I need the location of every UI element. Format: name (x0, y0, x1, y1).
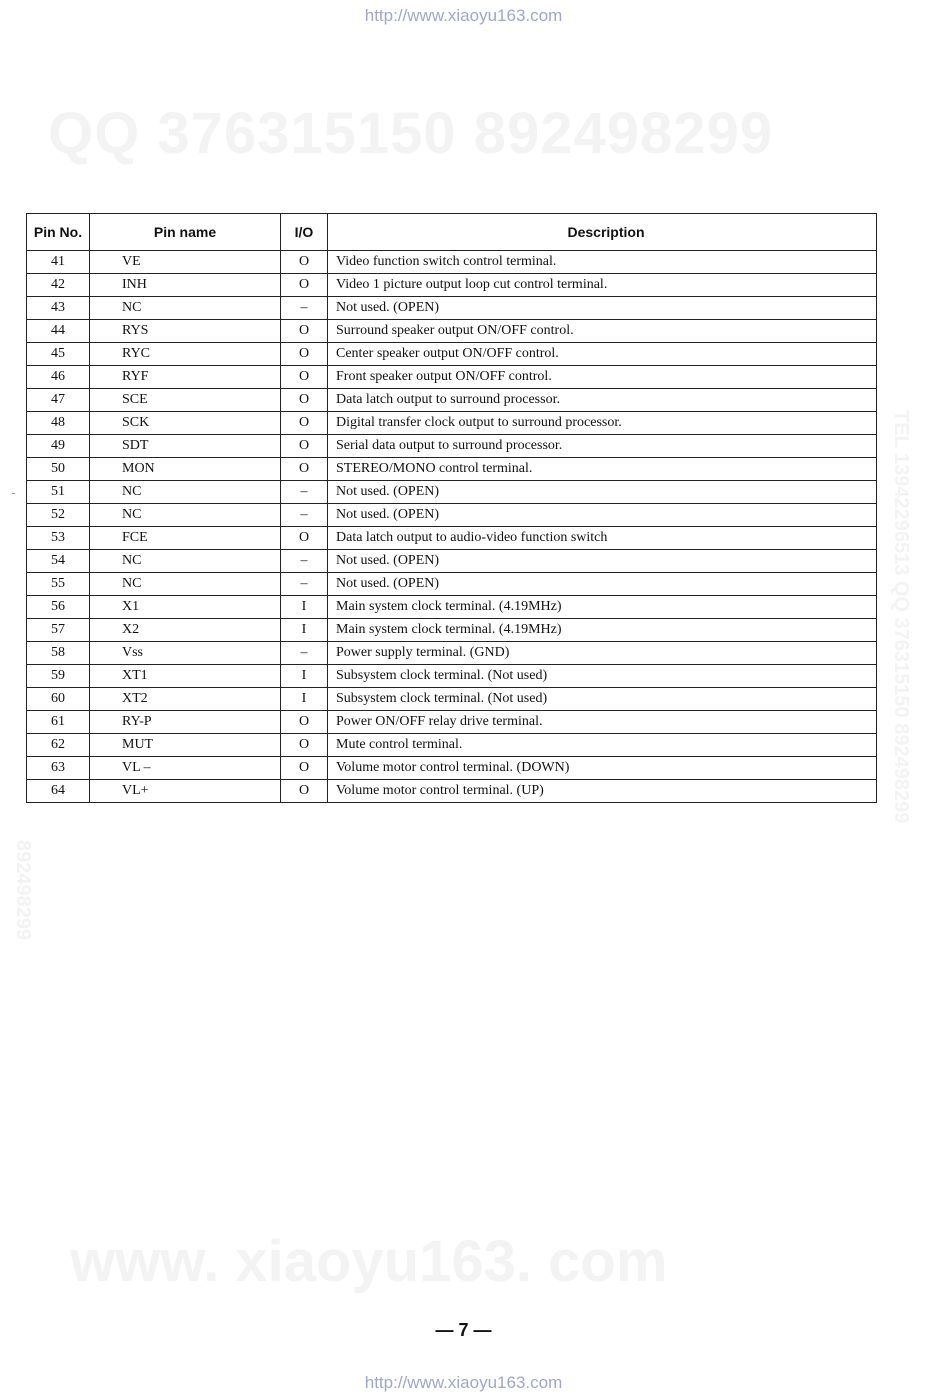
pin-no-cell: 50 (27, 458, 90, 481)
table-row (27, 596, 877, 619)
io-cell: – (281, 504, 328, 527)
table-row (27, 274, 877, 297)
io-cell: I (281, 688, 328, 711)
io-cell: I (281, 596, 328, 619)
description-cell: Power supply terminal. (GND) (328, 642, 877, 665)
table-row (27, 711, 877, 734)
pin-no-cell: 64 (27, 780, 90, 803)
description-cell: Not used. (OPEN) (328, 481, 877, 504)
pin-no-cell: 48 (27, 412, 90, 435)
pin-no-cell: 61 (27, 711, 90, 734)
io-cell: O (281, 412, 328, 435)
pin-name-cell: NC (90, 550, 281, 573)
io-cell: – (281, 642, 328, 665)
io-cell: O (281, 435, 328, 458)
io-cell: – (281, 573, 328, 596)
description-cell: Not used. (OPEN) (328, 573, 877, 596)
table-row (27, 320, 877, 343)
io-cell: – (281, 481, 328, 504)
watermark-qq: QQ 376315150 892498299 (48, 101, 774, 166)
io-cell: O (281, 458, 328, 481)
pin-no-cell: 54 (27, 550, 90, 573)
io-cell: O (281, 251, 328, 274)
header-pin-name: Pin name (90, 214, 281, 251)
table-row (27, 458, 877, 481)
watermark-www: www. xiaoyu163. com (70, 1229, 668, 1294)
pin-name-cell: NC (90, 481, 281, 504)
pin-no-cell: 60 (27, 688, 90, 711)
description-cell: Serial data output to surround processor. (328, 435, 877, 458)
table-row (27, 389, 877, 412)
table-row (27, 527, 877, 550)
table-row (27, 573, 877, 596)
io-cell: O (281, 389, 328, 412)
pin-name-cell: XT2 (90, 688, 281, 711)
pin-name-cell: SCK (90, 412, 281, 435)
io-cell: O (281, 274, 328, 297)
pin-name-cell: MON (90, 458, 281, 481)
pin-no-cell: 52 (27, 504, 90, 527)
io-cell: O (281, 320, 328, 343)
description-cell: Not used. (OPEN) (328, 504, 877, 527)
description-cell: Video function switch control terminal. (328, 251, 877, 274)
io-cell: O (281, 757, 328, 780)
pin-no-cell: 51 (27, 481, 90, 504)
pin-name-cell: NC (90, 297, 281, 320)
pin-no-cell: 44 (27, 320, 90, 343)
header-pin-no: Pin No. (27, 214, 90, 251)
pin-name-cell: INH (90, 274, 281, 297)
table-row (27, 757, 877, 780)
pin-name-cell: SCE (90, 389, 281, 412)
description-cell: Not used. (OPEN) (328, 550, 877, 573)
pin-no-cell: 56 (27, 596, 90, 619)
table-row (27, 366, 877, 389)
description-cell: Video 1 picture output loop cut control terminal. (328, 274, 877, 297)
table-row (27, 343, 877, 366)
description-cell: Front speaker output ON/OFF control. (328, 366, 877, 389)
io-cell: – (281, 297, 328, 320)
description-cell: Data latch output to audio-video function switch (328, 527, 877, 550)
io-cell: I (281, 619, 328, 642)
pin-no-cell: 57 (27, 619, 90, 642)
io-cell: O (281, 711, 328, 734)
watermark-left: 892498299 (12, 840, 34, 941)
table-row (27, 642, 877, 665)
description-cell: Digital transfer clock output to surround processor. (328, 412, 877, 435)
description-cell: Data latch output to surround processor. (328, 389, 877, 412)
header-io: I/O (281, 214, 328, 251)
table-row (27, 688, 877, 711)
pin-no-cell: 49 (27, 435, 90, 458)
io-cell: O (281, 780, 328, 803)
pin-no-cell: 55 (27, 573, 90, 596)
table-row (27, 251, 877, 274)
pin-table (26, 213, 877, 803)
table-row (27, 780, 877, 803)
watermark-side: TEL 13942296513 QQ 376315150 892498299 (890, 410, 912, 824)
description-cell: Subsystem clock terminal. (Not used) (328, 665, 877, 688)
pin-name-cell: RYS (90, 320, 281, 343)
description-cell: Main system clock terminal. (4.19MHz) (328, 619, 877, 642)
description-cell: Volume motor control terminal. (DOWN) (328, 757, 877, 780)
table-row (27, 297, 877, 320)
pin-name-cell: XT1 (90, 665, 281, 688)
pin-no-cell: 41 (27, 251, 90, 274)
pin-name-cell: FCE (90, 527, 281, 550)
io-cell: O (281, 366, 328, 389)
pin-name-cell: X2 (90, 619, 281, 642)
scan-speck (12, 493, 15, 494)
page-number: — 7 — (435, 1320, 492, 1340)
footer-url[interactable]: http://www.xiaoyu163.com (364, 1373, 563, 1392)
table-row (27, 665, 877, 688)
io-cell: O (281, 527, 328, 550)
pin-no-cell: 53 (27, 527, 90, 550)
pin-no-cell: 47 (27, 389, 90, 412)
description-cell: Power ON/OFF relay drive terminal. (328, 711, 877, 734)
pin-name-cell: NC (90, 573, 281, 596)
description-cell: Surround speaker output ON/OFF control. (328, 320, 877, 343)
table-row (27, 734, 877, 757)
io-cell: – (281, 550, 328, 573)
pin-no-cell: 46 (27, 366, 90, 389)
table-row (27, 435, 877, 458)
pin-name-cell: RYF (90, 366, 281, 389)
table-header-row (27, 214, 877, 251)
io-cell: I (281, 665, 328, 688)
pin-no-cell: 59 (27, 665, 90, 688)
io-cell: O (281, 343, 328, 366)
pin-no-cell: 43 (27, 297, 90, 320)
description-cell: STEREO/MONO control terminal. (328, 458, 877, 481)
pin-name-cell: RYC (90, 343, 281, 366)
pin-no-cell: 45 (27, 343, 90, 366)
pin-name-cell: VE (90, 251, 281, 274)
description-cell: Not used. (OPEN) (328, 297, 877, 320)
description-cell: Center speaker output ON/OFF control. (328, 343, 877, 366)
pin-no-cell: 42 (27, 274, 90, 297)
pin-no-cell: 63 (27, 757, 90, 780)
description-cell: Volume motor control terminal. (UP) (328, 780, 877, 803)
pin-name-cell: X1 (90, 596, 281, 619)
table-row (27, 504, 877, 527)
table-row (27, 481, 877, 504)
io-cell: O (281, 734, 328, 757)
pin-no-cell: 62 (27, 734, 90, 757)
description-cell: Subsystem clock terminal. (Not used) (328, 688, 877, 711)
table-row (27, 619, 877, 642)
table-body (27, 251, 877, 803)
pin-name-cell: VL+ (90, 780, 281, 803)
header-url[interactable]: http://www.xiaoyu163.com (364, 6, 563, 25)
header-description: Description (328, 214, 877, 251)
table-row (27, 550, 877, 573)
pin-name-cell: Vss (90, 642, 281, 665)
pin-no-cell: 58 (27, 642, 90, 665)
description-cell: Main system clock terminal. (4.19MHz) (328, 596, 877, 619)
description-cell: Mute control terminal. (328, 734, 877, 757)
pin-name-cell: SDT (90, 435, 281, 458)
pin-name-cell: MUT (90, 734, 281, 757)
pin-name-cell: RY-P (90, 711, 281, 734)
pin-name-cell: NC (90, 504, 281, 527)
pin-name-cell: VL – (90, 757, 281, 780)
table-row (27, 412, 877, 435)
